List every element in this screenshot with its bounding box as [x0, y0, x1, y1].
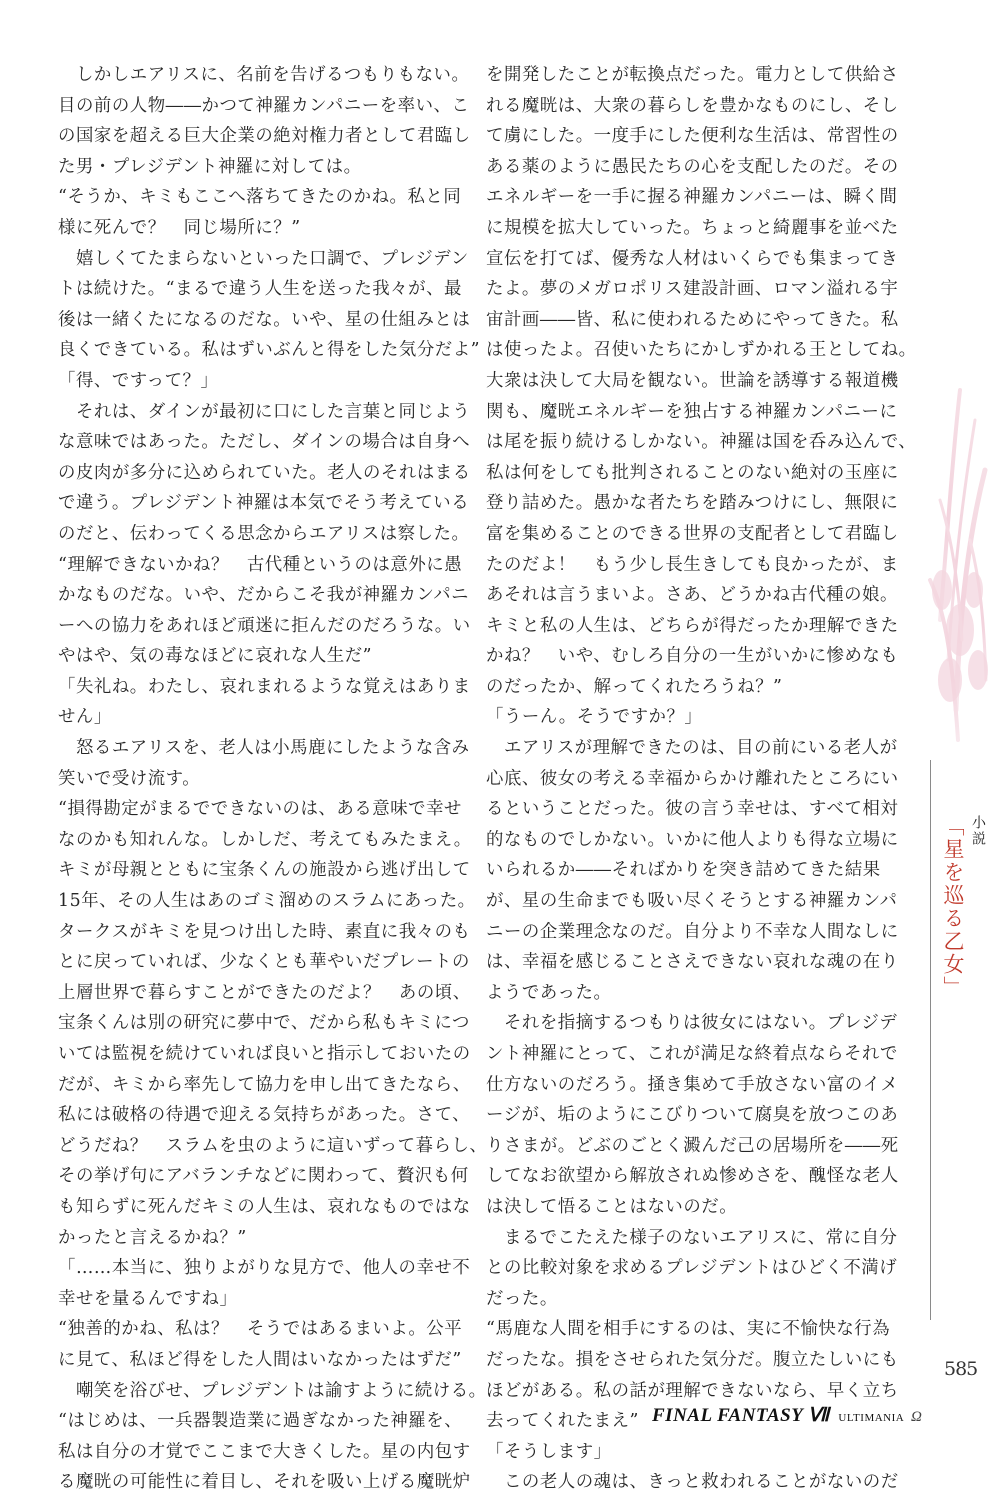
text-line: 的なものでしかない。いかに他人よりも得な立場に: [486, 829, 899, 850]
text-line: まるでこたえた様子のないエアリスに、常に自分: [486, 1227, 898, 1248]
text-line: それを指摘するつもりは彼女にはない。プレジデ: [486, 1013, 898, 1034]
text-line: 宝条くんは別の研究に夢中で、だから私もキミにつ: [58, 1013, 470, 1034]
side-label-category: 小説: [970, 815, 986, 847]
text-line: エネルギーを一手に握る神羅カンパニーは、瞬く間: [486, 187, 898, 208]
text-line: いては監視を続けていれば良いと指示しておいたの: [58, 1044, 471, 1064]
footer-book-title: [652, 1404, 922, 1427]
text-line: 私は自分の才覚でここまで大きくした。星の内包す: [58, 1441, 471, 1462]
text-line: も知らずに死んだキミの人生は、哀れなものではな: [58, 1196, 471, 1217]
text-line: しかしエアリスに、名前を告げるつもりもない。: [58, 65, 470, 85]
text-line: 笑いで受け流す。: [58, 768, 201, 789]
text-line: 登り詰めた。愚かな者たちを踏みつけにし、無限に: [486, 493, 899, 514]
text-line: との比較対象を求めるプレジデントはひどく不満げ: [486, 1258, 898, 1279]
text-line: 去ってくれたまえ”: [486, 1411, 639, 1432]
text-line: るということだった。彼の言う幸せは、すべて相対: [486, 799, 899, 820]
right-text-column: [486, 60, 917, 1498]
text-line: たよ。夢のメガロポリス建設計画、ロマン溢れる宇: [486, 279, 899, 300]
text-line: 「……本当に、独りよがりな見方で、他人の幸せ不: [58, 1258, 471, 1279]
text-line: せん」: [58, 707, 112, 728]
text-line: 関も、魔晄エネルギーを独占する神羅カンパニーに: [486, 401, 898, 422]
text-line: やはや、気の毒なほどに哀れな人生だ”: [58, 646, 373, 667]
text-line: ある薬のように愚民たちの心を支配したのだ。その: [486, 156, 899, 177]
text-line: かったと言えるかね？”: [58, 1227, 247, 1248]
text-line: のだったか、解ってくれたろうね？”: [486, 676, 783, 697]
text-line: た男・プレジデント神羅に対しては。: [58, 156, 362, 177]
text-line: この老人の魂は、きっと救われることがないのだ: [486, 1472, 899, 1493]
text-line: その挙げ句にアバランチなどに関わって、贅沢も何: [58, 1166, 469, 1187]
text-line: は使ったよ。召使いたちにかしずかれる王としてね。: [486, 340, 917, 361]
text-line: は決して悟ることはないのだ。: [486, 1196, 738, 1217]
side-divider: [930, 760, 931, 1320]
text-line: 幸せを量るんですね」: [58, 1288, 238, 1309]
side-chapter-label: [938, 815, 988, 999]
text-line: ーへの協力をあれほど頑迷に拒んだのだろうな。い: [58, 615, 471, 636]
text-line: 富を集めることのできる世界の支配者として君臨し: [486, 523, 899, 544]
text-line: 上層世界で暮らすことができたのだよ？ あの頃、: [58, 982, 471, 1003]
text-line: が、星の生命までも吸い尽くそうとする神羅カンパ: [486, 891, 898, 912]
text-line: 嘲笑を浴びせ、プレジデントは諭すように続ける。: [58, 1380, 487, 1401]
footer-title-sub: ULTIMANIA: [838, 1412, 905, 1424]
text-line: 「得、ですって？」: [58, 370, 219, 391]
text-line: 「うーん。そうですか？」: [486, 707, 703, 728]
text-line: の皮肉が多分に込められていた。老人のそれはまる: [58, 462, 471, 483]
text-line: たのだよ！ もう少し長生きしても良かったが、ま: [486, 554, 899, 575]
text-line: な意味ではあった。ただし、ダインの場合は自身へ: [58, 432, 471, 453]
text-line: は尾を振り続けるしかない。神羅は国を呑み込んで、: [486, 432, 917, 453]
text-line: だが、キミから率先して協力を申し出てきたなら、: [58, 1074, 471, 1095]
text-line: の国家を超える巨大企業の絶対権力者として君臨し: [58, 126, 471, 147]
page-number: 585: [944, 1358, 978, 1380]
text-line: 宣伝を打てば、優秀な人材はいくらでも集まってき: [486, 248, 899, 269]
text-line: だった。: [486, 1288, 558, 1309]
text-line: それは、ダインが最初に口にした言葉と同じよう: [58, 401, 471, 422]
text-line: 「そうします」: [486, 1441, 612, 1462]
text-line: タークスがキミを見つけ出した時、素直に我々のも: [58, 921, 471, 942]
text-line: 15年、その人生はあのゴミ溜めのスラムにあった。: [58, 891, 476, 912]
text-line: は、幸福を感じることさえできない哀れな魂の在り: [486, 952, 899, 973]
text-line: なのかも知れんな。しかしだ、考えてもみたまえ。: [58, 829, 472, 850]
text-line: キミと私の人生は、どちらが得だったか理解できた: [486, 615, 899, 636]
text-line: キミが母親とともに宝条くんの施設から逃げ出して: [58, 860, 471, 881]
text-line: “独善的かね、私は？ そうではあるまいよ。公平: [58, 1319, 463, 1340]
text-line: してなお欲望から解放されぬ惨めさを、醜怪な老人: [486, 1166, 899, 1187]
text-line: 心底、彼女の考える幸福からかけ離れたところにい: [486, 768, 899, 789]
text-line: 大衆は決して大局を観ない。世論を誘導する報道機: [486, 370, 899, 391]
text-line: 良くできている。私はずいぶんと得をした気分だよ”: [58, 340, 481, 361]
text-line: 私は何をしても批判されることのない絶対の玉座に: [486, 462, 899, 483]
text-line: 様に死んで？ 同じ場所に？”: [58, 217, 301, 238]
text-line: “理解できないかね？ 古代種というのは意外に愚: [58, 554, 463, 575]
text-line: “損得勘定がまるでできないのは、ある意味で幸せ: [58, 799, 462, 820]
text-line: “はじめは、一兵器製造業に過ぎなかった神羅を、: [58, 1411, 463, 1432]
text-line: て虜にした。一度手にした便利な生活は、常習性の: [486, 126, 899, 147]
text-line: る魔晄の可能性に着目し、それを吸い上げる魔晄炉: [58, 1472, 471, 1493]
text-line: とに戻っていれば、少なくとも華やいだプレートの: [58, 952, 470, 973]
text-line: だったな。損をさせられた気分だ。腹立たしいにも: [486, 1349, 899, 1370]
text-line: ほどがある。私の話が理解できないなら、早く立ち: [486, 1380, 899, 1401]
text-line: ージが、垢のようにこびりついて腐臭を放つこのあ: [486, 1105, 899, 1126]
text-line: “馬鹿な人間を相手にするのは、実に不愉快な行為: [486, 1319, 891, 1340]
text-line: かね？ いや、むしろ自分の一生がいかに惨めなも: [486, 646, 899, 667]
text-line: 宙計画――皆、私に使われるためにやってきた。私: [486, 309, 899, 330]
text-line: 怒るエアリスを、老人は小馬鹿にしたような含み: [58, 738, 470, 759]
text-line: れる魔晄は、大衆の暮らしを豊かなものにし、そし: [486, 95, 899, 116]
text-line: エアリスが理解できたのは、目の前にいる老人が: [486, 738, 898, 759]
text-line: に規模を拡大していった。ちょっと綺麗事を並べた: [486, 217, 899, 238]
text-line: を開発したことが転換点だった。電力として供給さ: [486, 65, 899, 85]
text-line: トは続けた。“まるで違う人生を送った我々が、最: [58, 279, 462, 300]
text-line: あそれは言うまいよ。さあ、どうかね古代種の娘。: [486, 585, 898, 606]
text-line: 嬉しくてたまらないといった口調で、プレジデン: [58, 248, 469, 269]
text-line: かなものだな。いや、だからこそ我が神羅カンパニ: [58, 585, 470, 606]
text-line: 目の前の人物――かつて神羅カンパニーを率い、こ: [58, 95, 470, 116]
text-line: りさまが。どぶのごとく澱んだ己の居場所を――死: [486, 1135, 899, 1156]
text-line: ント神羅にとって、これが満足な終着点ならそれで: [486, 1044, 898, 1064]
text-line: “そうか、キミもここへ落ちてきたのかね。私と同: [58, 187, 462, 208]
text-line: に見て、私ほど得をした人間はいなかったはずだ”: [58, 1349, 462, 1370]
footer-title-main: FINAL FANTASY Ⅶ: [652, 1405, 830, 1426]
text-line: 仕方ないのだろう。掻き集めて手放さない富のイメ: [486, 1074, 899, 1095]
left-text-column: [58, 60, 487, 1498]
flower-decoration-icon: [900, 380, 989, 760]
omega-logo-icon: Ω: [910, 1409, 922, 1425]
text-line: いられるか――そればかりを突き詰めてきた結果: [486, 860, 881, 881]
side-label-title: 「星を巡る乙女」: [941, 815, 965, 999]
text-line: 「失礼ね。わたし、哀れまれるような覚えはありま: [58, 676, 471, 697]
text-line: ニーの企業理念なのだ。自分より不幸な人間なしに: [486, 921, 899, 942]
text-line: ようであった。: [486, 982, 612, 1003]
text-line: で違う。プレジデント神羅は本気でそう考えている: [58, 493, 470, 514]
text-line: 私には破格の待遇で迎える気持ちがあった。さて、: [58, 1105, 471, 1126]
text-line: 後は一緒くたになるのだな。いや、星の仕組みとは: [58, 309, 471, 330]
text-line: のだと、伝わってくる思念からエアリスは察した。: [58, 523, 470, 544]
text-line: どうだね？ スラムを虫のように這いずって暮らし、: [58, 1135, 488, 1156]
